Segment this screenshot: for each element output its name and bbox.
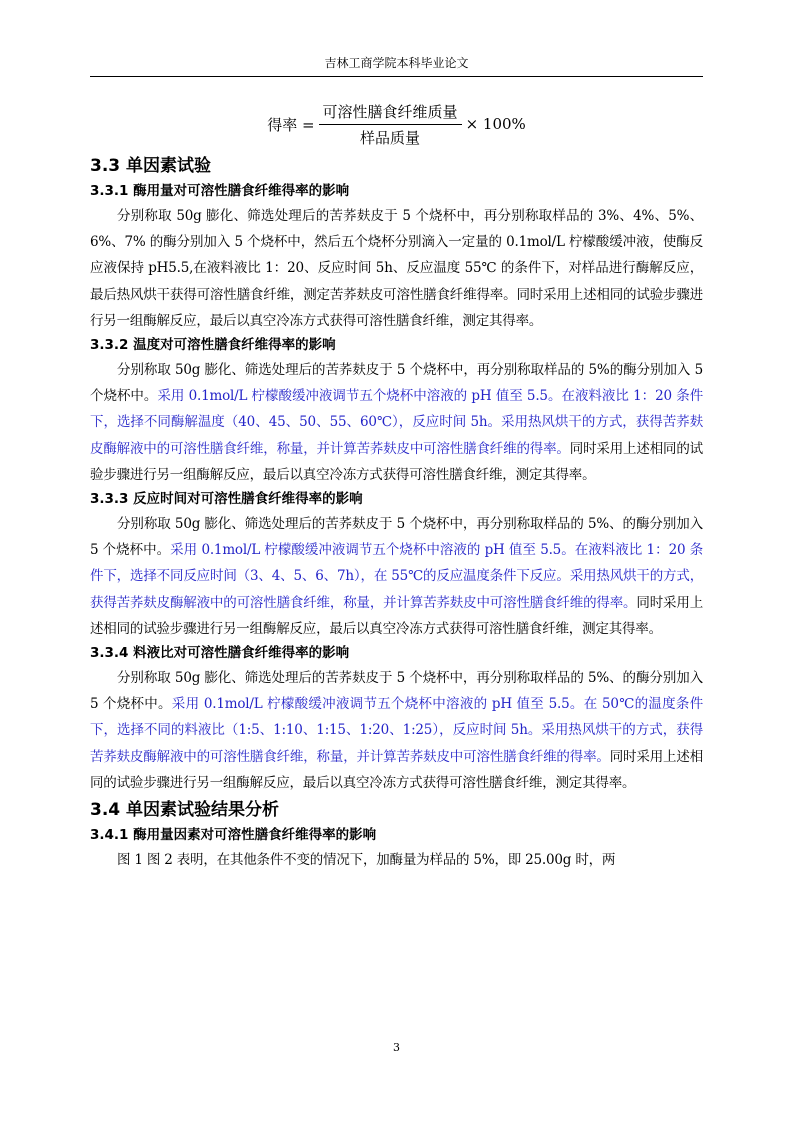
section-heading-3-3-3: 3.3.3 反应时间对可溶性膳食纤维得率的影响 bbox=[90, 491, 363, 508]
paragraph-3-3-2-highlight: 采用 0.1mol/L 柠檬酸缓冲液调节五个烧杯中溶液的 pH 值至 5.5。在液料液比 1：20 条件下，选择不同酶解温度（40、45、50、55、60℃），反应时间 5h。采用热风烘干的方式，获得苦荞麸皮酶解液中的可溶性膳食纤维，称量，并计算苦荞麸皮中可溶性膳食纤维的得率。 bbox=[90, 388, 703, 457]
yield-formula bbox=[0, 103, 793, 145]
paragraph-3-3-2-part-c: 同时采用上述相同的试验步骤进行另一组酶解反应，最后以真空冷冻方式获得可溶性膳食纤维，测定其得率。 bbox=[90, 440, 703, 483]
formula-rhs: × 100% bbox=[465, 115, 526, 133]
paragraph-3-3-3-part-c: 同时采用上述相同的试验步骤进行另一组酶解反应，最后以真空冷冻方式获得可溶性膳食纤维，测定其得率。 bbox=[90, 594, 703, 637]
paragraph-3-3-1: 分别称取 50g 膨化、筛选处理后的苦荞麸皮于 5 个烧杯中，再分别称取样品的 3%、4%、5%、6%、7% 的酶分别加入 5 个烧杯中，然后五个烧杯分别滴入一定量的 0.1mol/L 柠檬酸缓冲液，使酶反应液保持 pH5.5,在液料液比 1：20、反应时间 5h、反应温度 55℃ 的条件下，对样品进行酶解反应，最后热风烘干获得可溶性膳食纤维，测定苦荞麸皮可溶性膳食纤维得率。同时采用上述相同的试验步骤进行另一组酶解反应，最后以真空冷冻方式获得可溶性膳食纤维，测定其得率。 bbox=[90, 208, 703, 329]
paragraph-3-3-3-highlight: 采用 0.1mol/L 柠檬酸缓冲液调节五个烧杯中溶液的 pH 值至 5.5。在液料液比 1：20 条件下，选择不同反应时间（3、4、5、6、7h），在 55℃的反应温度条件下反应。采用热风烘干的方式，获得苦荞麸皮酶解液中的可溶性膳食纤维，称量，并计算苦荞麸皮中可溶性膳食纤维的得率。 bbox=[90, 542, 703, 611]
paragraph-3-3-3 bbox=[90, 511, 703, 642]
header-title: 吉林工商学院本科毕业论文 bbox=[324, 56, 469, 70]
section-heading-3-3-2: 3.3.2 温度对可溶性膳食纤维得率的影响 bbox=[90, 337, 336, 354]
formula-numerator: 可溶性膳食纤维质量 bbox=[319, 101, 462, 125]
section-heading-3-3: 3.3 单因素试验 bbox=[90, 156, 212, 176]
paragraph-3-3-4 bbox=[90, 665, 703, 796]
paragraph-3-3-2 bbox=[90, 357, 703, 488]
section-heading-3-3-1: 3.3.1 酶用量对可溶性膳食纤维得率的影响 bbox=[90, 183, 350, 199]
page-body bbox=[90, 152, 703, 873]
paragraph-3-3-4-highlight: 采用 0.1mol/L 柠檬酸缓冲液调节五个烧杯中溶液的 pH 值至 5.5。在 50℃的温度条件下，选择不同的料液比（1:5、1:10、1:15、1:20、1:25），反应时间 5h。采用热风烘干的方式，获得苦荞麸皮酶解液中的可溶性膳食纤维，称量，并计算苦荞麸皮中可溶性膳食纤维的得率。 bbox=[90, 696, 704, 765]
section-heading-3-3-4: 3.3.4 料液比对可溶性膳食纤维得率的影响 bbox=[90, 645, 350, 662]
page-header bbox=[90, 54, 703, 77]
formula-fraction bbox=[319, 101, 462, 148]
section-heading-3-4: 3.4 单因素试验结果分析 bbox=[90, 800, 280, 821]
formula-denominator: 样品质量 bbox=[360, 128, 421, 147]
page-number: 3 bbox=[393, 1041, 400, 1054]
paragraph-3-3-4-part-c: 同时采用上述相同的试验步骤进行另一组酶解反应，最后以真空冷冻方式获得可溶性膳食纤维，测定其得率。 bbox=[90, 748, 703, 791]
paragraph-3-4-1: 图 1 图 2 表明，在其他条件不变的情况下，加酶量为样品的 5%，即 25.00g 时，两 bbox=[117, 852, 616, 869]
section-heading-3-4-1: 3.4.1 酶用量因素对可溶性膳食纤维得率的影响 bbox=[90, 827, 377, 844]
paragraph-3-3-4-part-a: 分别称取 50g 膨化、筛选处理后的苦荞麸皮于 5 个烧杯中，再分别称取样品的 5%、的酶分别加入 5 个烧杯中。 bbox=[90, 670, 703, 713]
paragraph-3-3-2-part-a: 分别称取 50g 膨化、筛选处理后的苦荞麸皮于 5 个烧杯中，再分别称取样品的 5%的酶分别加入 5 个烧杯中。 bbox=[90, 362, 703, 405]
paragraph-3-3-3-part-a: 分别称取 50g 膨化、筛选处理后的苦荞麸皮于 5 个烧杯中，再分别称取样品的 5%、的酶分别加入 5 个烧杯中。 bbox=[90, 516, 703, 559]
formula-lhs: 得率 = bbox=[267, 115, 315, 134]
